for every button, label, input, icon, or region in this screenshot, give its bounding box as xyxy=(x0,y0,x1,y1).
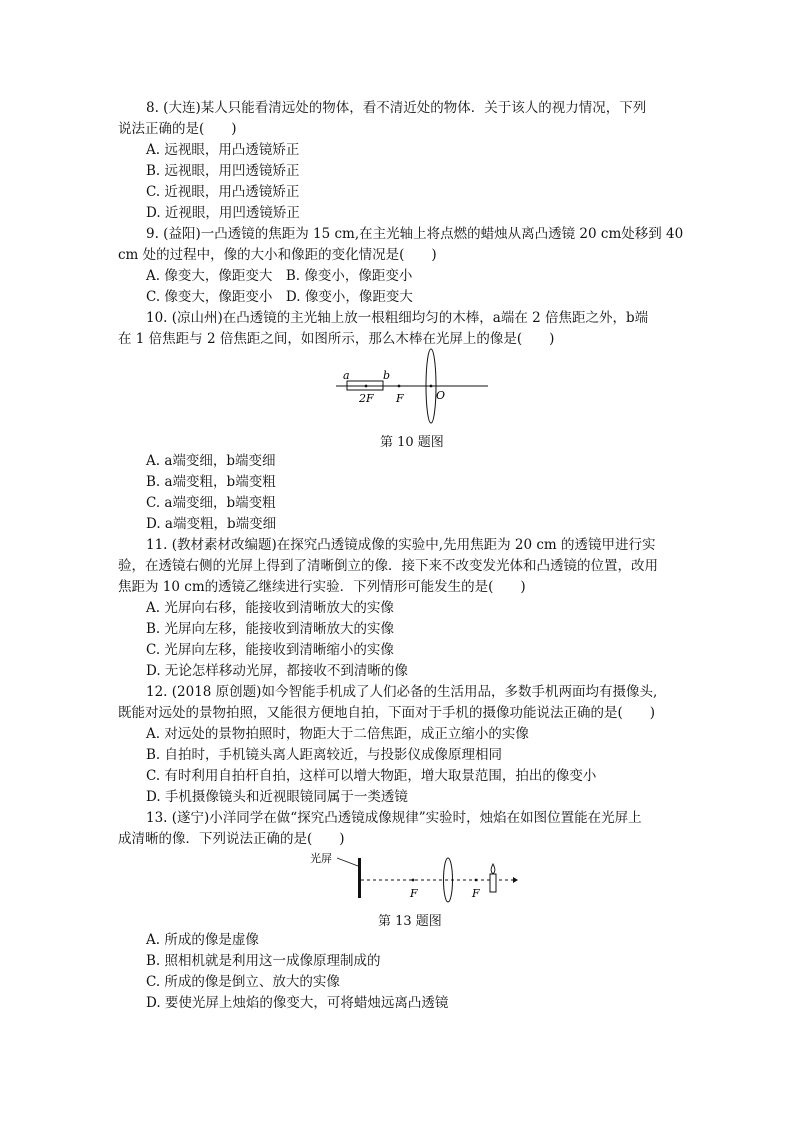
point-f-right xyxy=(475,879,478,882)
point-o xyxy=(430,385,433,388)
light-screen xyxy=(358,858,361,898)
point-f xyxy=(398,385,401,388)
label-f2: F xyxy=(472,887,480,900)
q10-figure-caption: 第 10 题图 xyxy=(380,435,444,450)
q10-option-b: B. a端变粗，b端变粗 xyxy=(146,474,276,490)
q13-option-c: C. 所成的像是倒立、放大的实像 xyxy=(146,974,340,990)
q10-option-d: D. a端变粗，b端变细 xyxy=(146,516,277,532)
q12-option-a: A. 对远处的景物拍照时，物距大于二倍焦距，成正立缩小的实像 xyxy=(146,726,529,742)
q9-options-row1: A. 像变大，像距变大 B. 像变小，像距变小 xyxy=(146,268,413,284)
q13-stem-line2: 成清晰的像．下列说法正确的是( ) xyxy=(118,831,345,847)
q11-stem-line2: 验，在透镜右侧的光屏上得到了清晰倒立的像．接下来不改变发光体和凸透镜的位置，改用 xyxy=(118,558,658,574)
point-2f xyxy=(365,385,368,388)
label-f: F xyxy=(396,392,404,405)
q13-option-d: D. 要使光屏上烛焰的像变大，可将蜡烛远离凸透镜 xyxy=(146,995,449,1011)
screen-pointer xyxy=(337,858,358,866)
q11-option-a: A. 光屏向右移，能接收到清晰放大的实像 xyxy=(146,600,394,616)
q8-option-a: A. 远视眼，用凸透镜矫正 xyxy=(146,142,300,158)
q13-figure-caption: 第 13 题图 xyxy=(378,914,442,929)
label-screen: 光屏 xyxy=(310,852,332,865)
label-b: b xyxy=(383,369,391,382)
q10-option-a: A. a端变细，b端变细 xyxy=(146,453,276,469)
q13-option-a: A. 所成的像是虚像 xyxy=(146,932,259,948)
q8-option-d: D. 近视眼，用凹透镜矫正 xyxy=(146,205,300,221)
q12-option-d: D. 手机摄像镜头和近视眼镜同属于一类透镜 xyxy=(146,789,408,805)
q12-stem-line1: 12. (2018 原创题)如今智能手机成了人们必备的生活用品，多数手机两面均有摄像头, xyxy=(146,684,658,700)
candle-icon xyxy=(490,874,496,892)
q11-stem-line1: 11. (教材素材改编题)在探究凸透镜成像的实验中,先用焦距为 20 cm 的透镜甲进行实 xyxy=(146,537,656,553)
q10-option-c: C. a端变细，b端变粗 xyxy=(146,495,276,511)
q13-figure xyxy=(300,846,522,906)
q12-option-c: C. 有时利用自拍杆自拍，这样可以增大物距，增大取景范围，拍出的像变小 xyxy=(146,768,597,784)
axis-arrow-icon xyxy=(513,877,518,883)
label-o: O xyxy=(436,389,446,402)
flame-icon xyxy=(491,864,495,874)
q11-stem-line3: 焦距为 10 cm的透镜乙继续进行实验．下列情形可能发生的是( ) xyxy=(118,579,526,595)
q9-stem-line1: 9. (益阳)一凸透镜的焦距为 15 cm,在主光轴上将点燃的蜡烛从离凸透镜 20 cm处移到 40 xyxy=(146,226,684,242)
q13-option-b: B. 照相机就是利用这一成像原理制成的 xyxy=(146,953,381,969)
q9-options-row2: C. 像变大，像距变小 D. 像变小，像距变大 xyxy=(146,289,413,305)
q8-stem-line2: 说法正确的是( ) xyxy=(118,121,237,137)
q11-option-b: B. 光屏向左移，能接收到清晰放大的实像 xyxy=(146,621,395,637)
q10-stem-line2: 在 1 倍焦距与 2 倍焦距之间，如图所示，那么木棒在光屏上的像是( ) xyxy=(118,331,555,347)
q9-stem-line2: cm 处的过程中，像的大小和像距的变化情况是( ) xyxy=(118,247,437,263)
q13-stem-line1: 13. (遂宁)小洋同学在做“探究凸透镜成像规律”实验时，烛焰在如图位置能在光屏上 xyxy=(146,810,642,826)
label-f1: F xyxy=(410,887,418,900)
point-f-left xyxy=(412,879,415,882)
label-2f: 2F xyxy=(359,392,374,405)
q11-option-d: D. 无论怎样移动光屏，都接收不到清晰的像 xyxy=(146,663,408,679)
q12-option-b: B. 自拍时，手机镜头离人距离较近，与投影仪成像原理相同 xyxy=(146,747,503,763)
q10-figure xyxy=(330,346,495,426)
q11-option-c: C. 光屏向左移，能接收到清晰缩小的实像 xyxy=(146,642,394,658)
q8-stem-line1: 8. (大连)某人只能看清远处的物体，看不清近处的物体．关于该人的视力情况，下列 xyxy=(146,100,647,116)
label-a: a xyxy=(343,369,350,382)
q8-option-c: C. 近视眼，用凸透镜矫正 xyxy=(146,184,300,200)
q8-option-b: B. 远视眼，用凹透镜矫正 xyxy=(146,163,300,179)
q12-stem-line2: 既能对远处的景物拍照，又能很方便地自拍，下面对于手机的摄像功能说法正确的是( ) xyxy=(118,705,656,721)
q10-stem-line1: 10. (凉山州)在凸透镜的主光轴上放一根粗细均匀的木棒，a端在 2 倍焦距之外，b端 xyxy=(146,310,649,326)
